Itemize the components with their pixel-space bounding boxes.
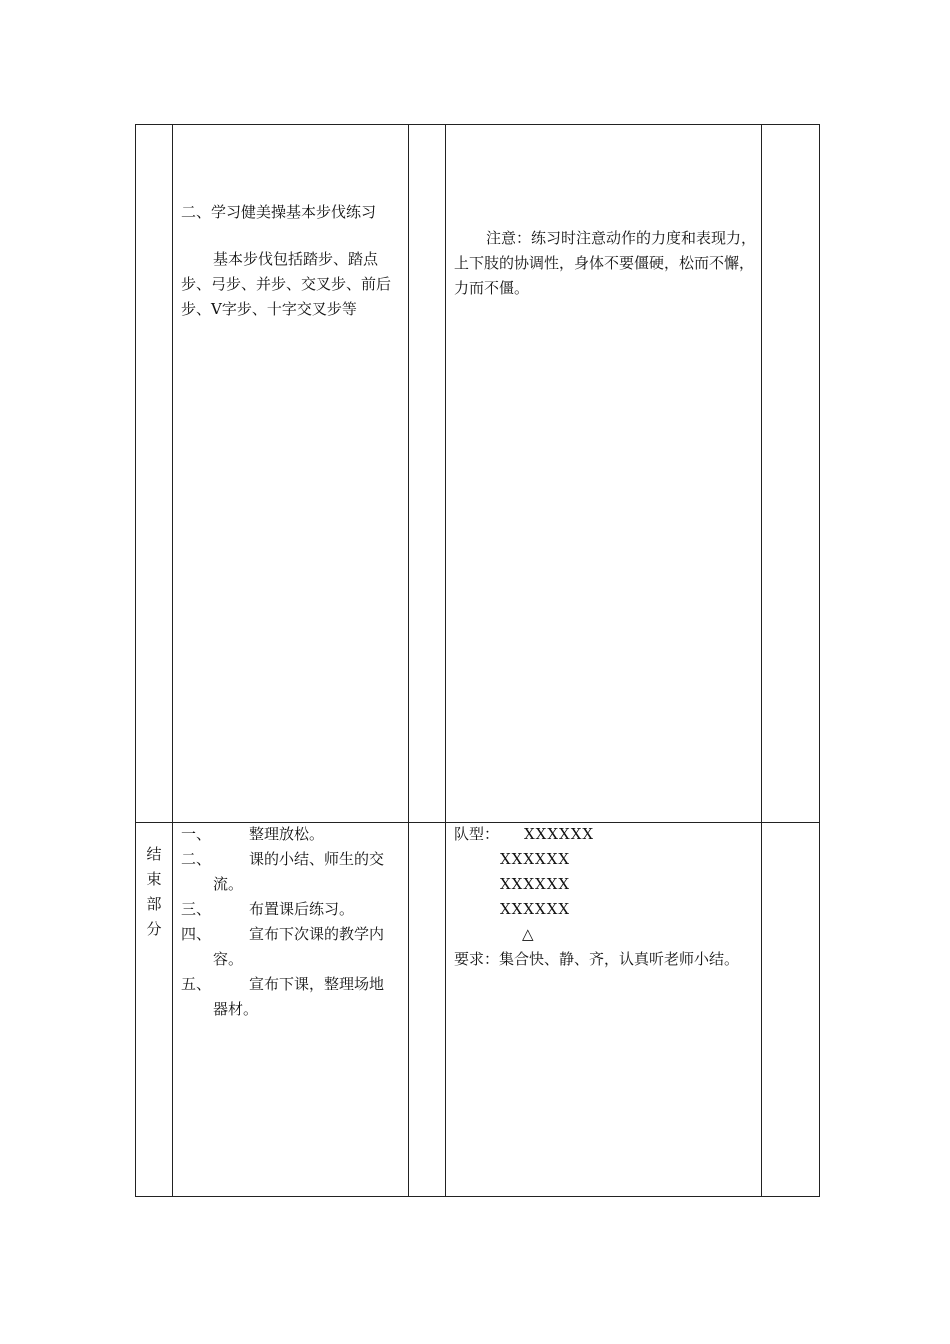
method-note: 注意：练习时注意动作的力度和表现力，上下肢的协调性，身体不要僵硬，松而不懈，力而不僵。 [454,229,757,297]
closing-items-list [181,822,405,1022]
section-label-char: 部 [146,895,162,913]
item-text-continued: 流。 [213,875,244,893]
list-item [181,822,405,847]
section-label-char: 分 [146,920,162,938]
item-number: 三、 [181,900,212,918]
list-item [181,972,405,1022]
table-divider-col1 [172,124,173,1197]
item-number: 二、 [181,850,212,868]
teacher-position-mark: △ [522,925,534,943]
table-divider-col3 [445,124,446,1197]
section-label [136,842,172,942]
formation-row: XXXXXX [500,900,571,918]
item-text: 布置课后练习。 [249,900,355,918]
table-border-bottom [135,1196,820,1197]
item-text: 课的小结、师生的交 [249,850,385,868]
table-border-right [819,124,820,1197]
item-text: 整理放松。 [249,825,325,843]
section-label-char: 束 [146,870,162,888]
list-item [181,847,405,897]
item-number: 一、 [181,825,212,843]
table-divider-col2 [408,124,409,1197]
upper-content-cell [181,200,403,322]
table-border-left [135,124,136,1197]
table-divider-col4 [761,124,762,1197]
formation-row: XXXXXX [500,875,571,893]
item-text: 宣布下次课的教学内 [249,925,385,943]
formation-first-row [454,822,760,847]
formation-label: 队型： [454,825,500,843]
list-item [181,897,405,922]
item-text-continued: 容。 [213,950,244,968]
content-heading: 二、学习健美操基本步伐练习 [181,203,377,221]
table-border-top [135,124,820,125]
list-item [181,922,405,972]
formation-row: XXXXXX [500,850,571,868]
item-text-continued: 器材。 [213,1000,259,1018]
formation-cell [454,822,760,972]
item-number: 五、 [181,975,212,993]
item-number: 四、 [181,925,212,943]
item-text: 宣布下课，整理场地 [249,975,385,993]
content-paragraph: 基本步伐包括踏步、踏点步、弓步、并步、交叉步、前后步、V字步、十字交叉步等 [181,250,392,318]
section-label-char: 结 [146,845,162,863]
requirement-text: 要求：集合快、静、齐，认真听老师小结。 [454,950,740,968]
formation-row: XXXXXX [524,825,595,843]
